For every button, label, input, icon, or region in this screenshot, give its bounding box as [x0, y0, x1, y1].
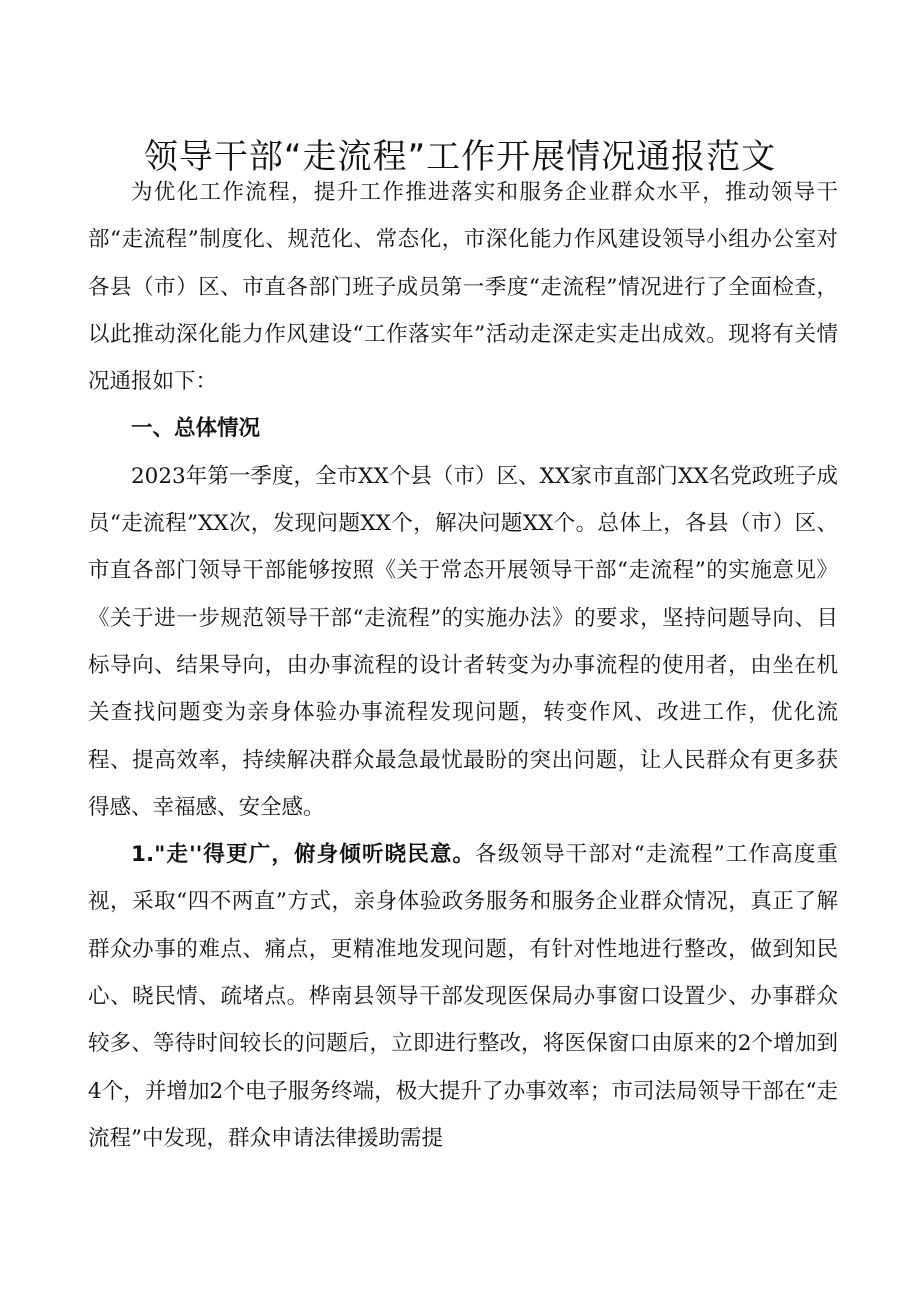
- document-body: [88, 169, 838, 1162]
- item-1-body: 各级领导干部对“走流程”工作高度重视，采取“四不两直”方式，亲身体验政务服务和服务企业群众情况，真正了解群众办事的难点、痛点，更精准地发现问题，有针对性地进行整改，做到知民心、晓民情、疏堵点。桦南县领导干部发现医保局办事窗口设置少、办事群众较多、等待时间较长的问题后，立即进行整改，将医保窗口由原来的2个增加到4个，并增加2个电子服务终端，极大提升了办事效率；市司法局领导干部在“走流程”中发现，群众申请法律援助需提: [88, 842, 838, 1151]
- section-heading-overview: 一、总体情况: [131, 416, 261, 442]
- document-title: 领导干部“走流程”工作开展情况通报范文: [143, 136, 777, 177]
- item-1-paragraph: [88, 831, 838, 1162]
- overview-paragraph: 2023年第一季度，全市XX个县（市）区、XX家市直部门XX名党政班子成员“走流程”XX次，发现问题XX个，解决问题XX个。总体上，各县（市）区、市直各部门领导干部能够按照《关于常态开展领导干部“走流程”的实施意见》《关于进一步规范领导干部“走流程”的实施办法》的要求，坚持问题导向、目标导向、结果导向，由办事流程的设计者转变为办事流程的使用者，由坐在机关查找问题变为亲身体验办事流程发现问题，转变作风、改进工作，优化流程、提高效率，持续解决群众最急最忧最盼的突出问题，让人民群众有更多获得感、幸福感、安全感。: [88, 463, 838, 820]
- item-1-lead: 1."走''得更广，俯身倾听晓民意。: [131, 842, 476, 868]
- intro-paragraph: 为优化工作流程，提升工作推进落实和服务企业群众水平，推动领导干部“走流程”制度化、规范化、常态化，市深化能力作风建设领导小组办公室对各县（市）区、市直各部门班子成员第一季度“走流程”情况进行了全面检查，以此推动深化能力作风建设“工作落实年”活动走深走实走出成效。现将有关情况通报如下：: [88, 180, 838, 395]
